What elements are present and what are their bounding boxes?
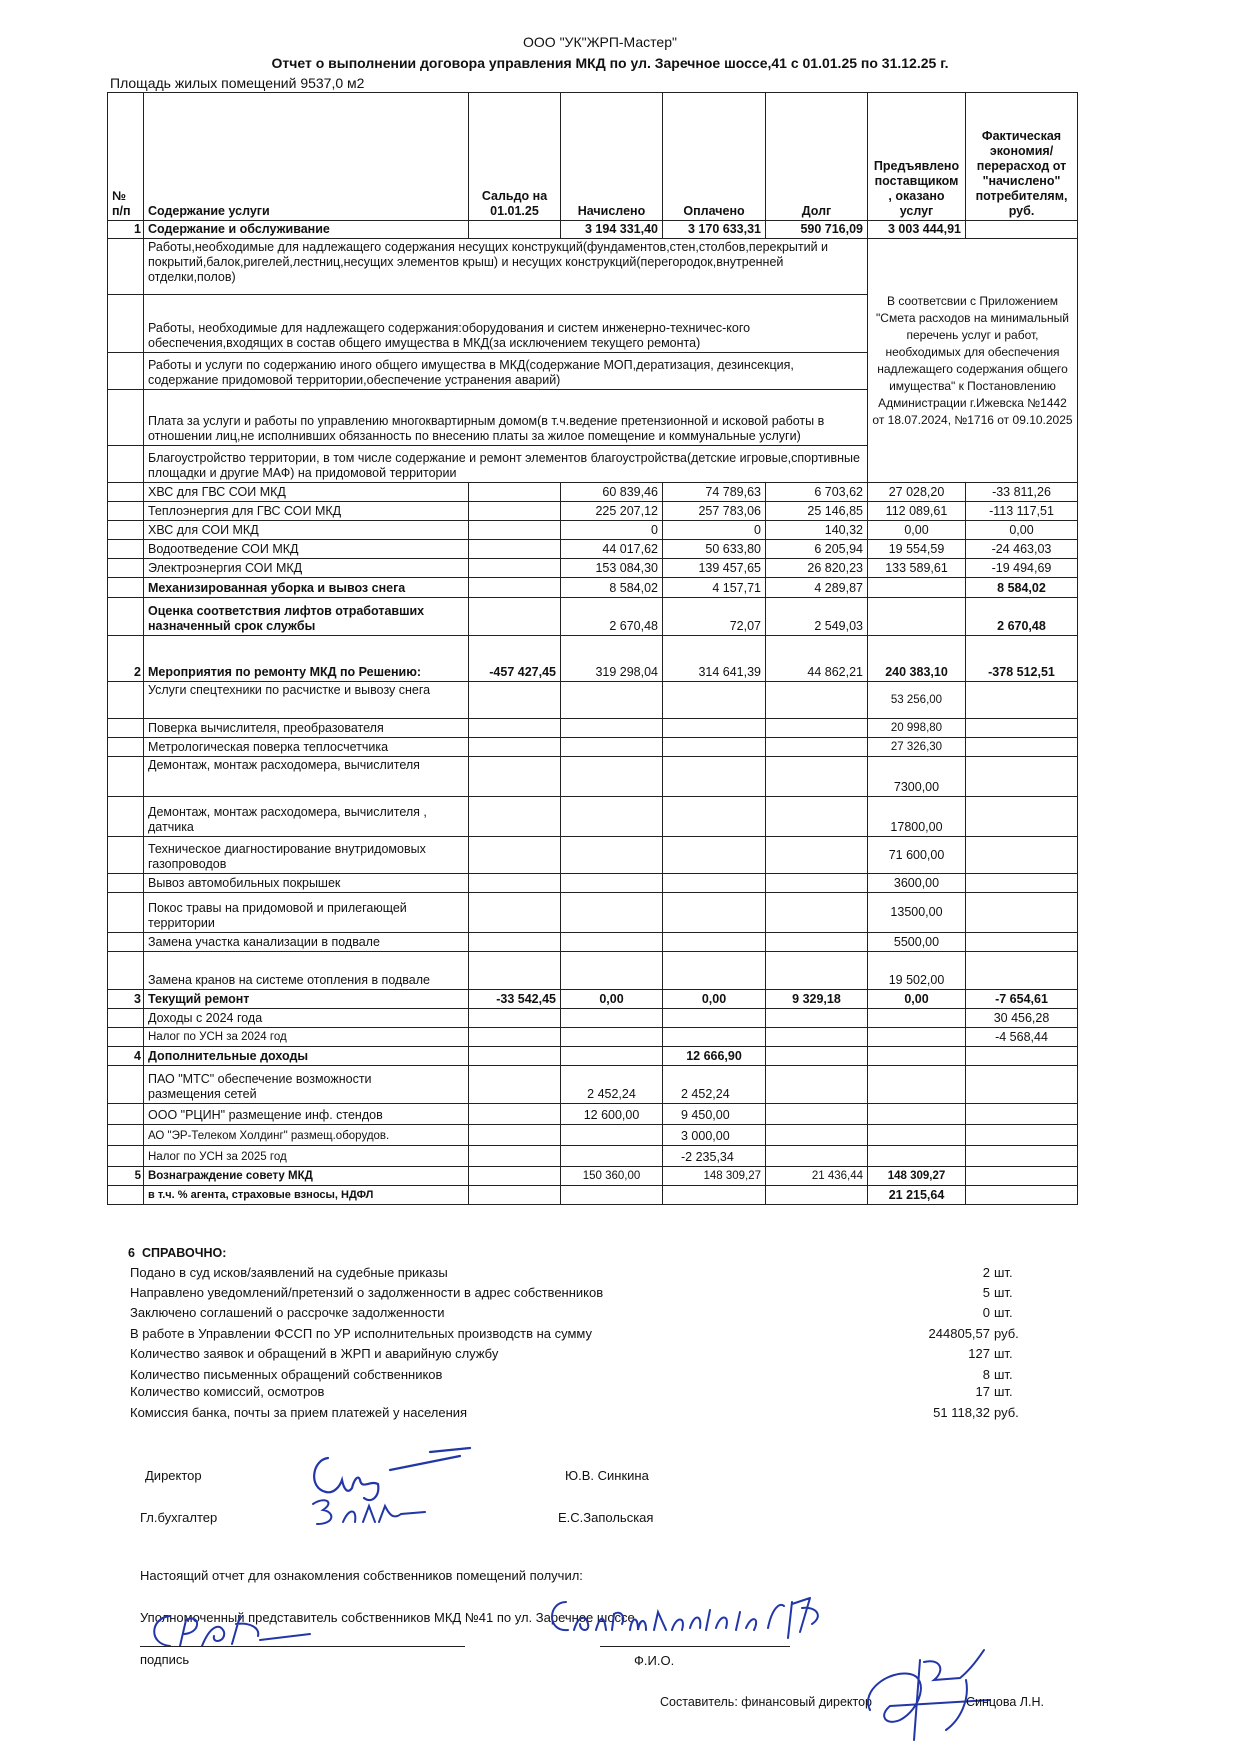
repair-name: Услуги спецтехники по расчистке и вывозу снега	[144, 682, 469, 719]
reference-number: 6	[128, 1246, 135, 1260]
row-name: ООО "РЦИН" размещение инф. стендов	[144, 1104, 469, 1125]
table-row-repair	[108, 757, 1078, 797]
cell-paid: 139 457,65	[663, 559, 766, 578]
reference-label: Количество письменных обращений собственников	[130, 1367, 443, 1382]
cell-presented: 133 589,61	[868, 559, 966, 578]
row-name: Доходы с 2024 года	[144, 1009, 469, 1028]
cell-paid: 12 666,90	[663, 1047, 766, 1066]
reference-value: 127	[968, 1346, 990, 1361]
col-economy: Фактическая экономия/перерасход от "начислено" потребителям, руб.	[966, 93, 1078, 221]
repair-name: Техническое диагностирование внутридомовых газопроводов	[144, 837, 469, 874]
work-description: Работы и услуги по содержанию иного общего имущества в МКД(содержание МОП,дератизация, дезинсекция, содержание придомовой территории,обеспечение устранения аварий)	[144, 353, 868, 390]
table-row-repair	[108, 933, 1078, 952]
table-row-tax-2025	[108, 1146, 1078, 1167]
cell-economy: -7 654,61	[966, 990, 1078, 1009]
cell-charged: 2 670,48	[561, 598, 663, 636]
cell-paid: 72,07	[663, 598, 766, 636]
table-row-section-4	[108, 1047, 1078, 1066]
reference-unit: руб.	[994, 1326, 1019, 1341]
cell-debt: 4 289,87	[766, 578, 868, 598]
table-row-lifts	[108, 598, 1078, 636]
cell-presented: 7300,00	[868, 757, 966, 797]
cell-presented: 148 309,27	[868, 1167, 966, 1186]
cell-presented: 0,00	[868, 990, 966, 1009]
table-row-tax-2024	[108, 1028, 1078, 1047]
row-name	[144, 1066, 469, 1104]
table-row-section-5	[108, 1167, 1078, 1186]
reference-title: СПРАВОЧНО:	[142, 1246, 227, 1260]
cell-paid: 3 000,00	[663, 1125, 766, 1146]
cell-presented: 19 502,00	[868, 952, 966, 990]
table-row-repair	[108, 874, 1078, 893]
table-row-snow	[108, 578, 1078, 598]
table-row-repair	[108, 837, 1078, 874]
cell-presented: 21 215,64	[868, 1186, 966, 1205]
table-row-rcin	[108, 1104, 1078, 1125]
reference-unit: шт.	[994, 1265, 1013, 1280]
reference-value: 17	[975, 1384, 990, 1399]
repair-name: Поверка вычислителя, преобразователя	[144, 719, 469, 738]
reference-label: Количество заявок и обращений в ЖРП и аварийную службу	[130, 1346, 499, 1361]
section-number: 5	[108, 1167, 144, 1186]
lifts-name	[144, 598, 469, 636]
director-label: Директор	[145, 1468, 202, 1483]
cell-economy: -19 494,69	[966, 559, 1078, 578]
table-header	[108, 93, 1078, 221]
table-row-repair	[108, 738, 1078, 757]
reference-unit: руб.	[994, 1405, 1019, 1420]
cell-economy: -378 512,51	[966, 636, 1078, 682]
cell-charged: 12 600,00	[561, 1104, 663, 1125]
cell-charged: 60 839,46	[561, 483, 663, 502]
reference-unit: шт.	[994, 1384, 1013, 1399]
cell-charged: 153 084,30	[561, 559, 663, 578]
col-charged: Начислено	[561, 93, 663, 221]
table-row-utility	[108, 502, 1078, 521]
cell-paid: 0	[663, 521, 766, 540]
director-name: Ю.В. Синкина	[565, 1468, 649, 1483]
col-service: Содержание услуги	[144, 93, 469, 221]
lifts-name-line1: Оценка соответствия лифтов отработавших	[148, 604, 425, 618]
cell-debt: 6 703,62	[766, 483, 868, 502]
cell-paid: 0,00	[663, 990, 766, 1009]
cell-presented: 240 383,10	[868, 636, 966, 682]
reference-unit: шт.	[994, 1346, 1013, 1361]
cell-paid: -2 235,34	[663, 1146, 766, 1167]
cell-debt: 2 549,03	[766, 598, 868, 636]
cell-paid: 74 789,63	[663, 483, 766, 502]
table-row-utility	[108, 540, 1078, 559]
row-name: Налог по УСН за 2024 год	[144, 1028, 469, 1047]
reference-unit: шт.	[994, 1285, 1013, 1300]
cell-charged: 0,00	[561, 990, 663, 1009]
section-name: Вознаграждение совету МКД	[144, 1167, 469, 1186]
cell-economy: -4 568,44	[966, 1028, 1078, 1047]
reference-label: Заключено соглашений о рассрочке задолженности	[130, 1305, 445, 1320]
reference-value: 244805,57	[928, 1326, 990, 1341]
repair-name: Покос травы на придомовой и прилегающей территории	[144, 893, 469, 933]
lifts-name-line2: назначенный срок службы	[148, 619, 316, 633]
cell-charged: 3 194 331,40	[561, 221, 663, 239]
cell-presented: 3600,00	[868, 874, 966, 893]
cell-presented: 19 554,59	[868, 540, 966, 559]
utility-name: Электроэнергия СОИ МКД	[144, 559, 469, 578]
cell-presented: 27 028,20	[868, 483, 966, 502]
accountant-label: Гл.бухгалтер	[140, 1510, 218, 1525]
cell-economy: -113 117,51	[966, 502, 1078, 521]
table-row-section-2	[108, 636, 1078, 682]
compiler-name: Синцова Л.Н.	[966, 1695, 1044, 1709]
representative-text: Уполномоченный представитель собственников МКД №41 по ул. Заречное шоссе	[140, 1610, 635, 1625]
utility-name: Теплоэнергия для ГВС СОИ МКД	[144, 502, 469, 521]
table-row-er-telecom	[108, 1125, 1078, 1146]
table-row-income-2024	[108, 1009, 1078, 1028]
section-number: 2	[108, 636, 144, 682]
cell-charged: 0	[561, 521, 663, 540]
cell-paid: 148 309,27	[663, 1167, 766, 1186]
table-row-repair	[108, 719, 1078, 738]
living-area: Площадь жилых помещений 9537,0 м2	[110, 75, 365, 91]
cell-paid: 3 170 633,31	[663, 221, 766, 239]
work-description: Работы, необходимые для надлежащего содержания:оборудования и систем инженерно-техничес-кого обеспечения,входящих в состав общего имущества в МКД(за исключением текущего ремонта)	[144, 295, 868, 353]
cell-presented: 112 089,61	[868, 502, 966, 521]
signature-caption: подпись	[140, 1652, 190, 1667]
cell-debt: 6 205,94	[766, 540, 868, 559]
cell-paid: 257 783,06	[663, 502, 766, 521]
reference-unit: шт.	[994, 1367, 1013, 1382]
utility-name: Водоотведение СОИ МКД	[144, 540, 469, 559]
cell-debt: 140,32	[766, 521, 868, 540]
col-saldo: Сальдо на 01.01.25	[469, 93, 561, 221]
cell-presented: 53 256,00	[868, 682, 966, 719]
table-row-utility	[108, 521, 1078, 540]
repair-name: Замена участка канализации в подвале	[144, 933, 469, 952]
fio-caption: Ф.И.О.	[634, 1653, 675, 1668]
cell-debt: 21 436,44	[766, 1167, 868, 1186]
cell-paid: 2 452,24	[663, 1066, 766, 1104]
signature-line	[140, 1646, 465, 1647]
company-name: ООО "УК"ЖРП-Мастер"	[523, 34, 677, 50]
reference-value: 2	[982, 1265, 990, 1280]
cell-presented: 0,00	[868, 521, 966, 540]
cell-debt: 25 146,85	[766, 502, 868, 521]
cell-charged: 225 207,12	[561, 502, 663, 521]
table-row-repair	[108, 893, 1078, 933]
section-number: 4	[108, 1047, 144, 1066]
report-table	[107, 92, 1078, 1205]
row-name: в т.ч. % агента, страховые взносы, НДФЛ	[144, 1186, 469, 1205]
utility-name: ХВС для ГВС СОИ МКД	[144, 483, 469, 502]
repair-name: Метрологическая поверка теплосчетчика	[144, 738, 469, 757]
cell-debt: 590 716,09	[766, 221, 868, 239]
cell-economy: 30 456,28	[966, 1009, 1078, 1028]
received-text: Настоящий отчет для ознакомления собственников помещений получил:	[140, 1568, 583, 1583]
cell-economy: -33 811,26	[966, 483, 1078, 502]
cell-presented: 3 003 444,91	[868, 221, 966, 239]
cell-paid: 50 633,80	[663, 540, 766, 559]
cell-paid: 4 157,71	[663, 578, 766, 598]
compiler-label: Составитель: финансовый директор	[660, 1695, 872, 1709]
section-name: Содержание и обслуживание	[144, 221, 469, 239]
cell-presented: 13500,00	[868, 893, 966, 933]
reference-label: Подано в суд исков/заявлений на судебные приказы	[130, 1265, 448, 1280]
repair-name: Замена кранов на системе отопления в подвале	[144, 952, 469, 990]
utility-name: ХВС для СОИ МКД	[144, 521, 469, 540]
representative-name-handwritten	[540, 1588, 880, 1648]
col-paid: Оплачено	[663, 93, 766, 221]
accountant-name: Е.С.Запольская	[558, 1510, 654, 1525]
fio-line	[600, 1646, 790, 1647]
works-note: В соответсвии с Приложением "Смета расходов на минимальный перечень услуг и работ, необходимых для обеспечения надлежащего содержания общего имущества" к Постановлению Администрации г.Ижевска №1442 от 18.07.2024, №1716 от 09.10.2025	[868, 239, 1078, 483]
cell-presented: 71 600,00	[868, 837, 966, 874]
reference-value: 8	[982, 1367, 990, 1382]
row-name: Налог по УСН за 2025 год	[144, 1146, 469, 1167]
reference-value: 51 118,32	[933, 1405, 990, 1420]
reference-value: 5	[982, 1285, 990, 1300]
reference-label: Направлено уведомлений/претензий о задолженности в адрес собственников	[130, 1285, 604, 1300]
reference-label: Количество комиссий, осмотров	[130, 1384, 325, 1399]
reference-value: 0	[982, 1305, 990, 1320]
repair-name: Демонтаж, монтаж расходомера, вычислителя , датчика	[144, 797, 469, 837]
section-name: Текущий ремонт	[144, 990, 469, 1009]
table-row-work	[108, 239, 1078, 295]
mts-name-line1: ПАО "МТС" обеспечение возможности	[148, 1072, 372, 1086]
cell-charged: 44 017,62	[561, 540, 663, 559]
table-row-repair	[108, 952, 1078, 990]
cell-saldo	[469, 221, 561, 239]
cell-saldo: -457 427,45	[469, 636, 561, 682]
representative-signature-image	[140, 1606, 320, 1656]
work-description: Благоустройство территории, в том числе содержание и ремонт элементов благоустройства(детские игровые,спортивные площадки и другие МАФ) на придомовой территории	[144, 446, 868, 483]
table-row-section-1	[108, 221, 1078, 239]
table-row-utility	[108, 483, 1078, 502]
cell-charged: 2 452,24	[561, 1066, 663, 1104]
section-name: Мероприятия по ремонту МКД по Решению:	[144, 636, 469, 682]
col-debt: Долг	[766, 93, 868, 221]
mts-name-line2: размещения сетей	[148, 1087, 257, 1101]
accountant-signature-image	[305, 1492, 435, 1532]
cell-charged: 319 298,04	[561, 636, 663, 682]
cell-saldo: -33 542,45	[469, 990, 561, 1009]
cell-economy: -24 463,03	[966, 540, 1078, 559]
section-number: 1	[108, 221, 144, 239]
cell-presented: 27 326,30	[868, 738, 966, 757]
table-row-repair	[108, 797, 1078, 837]
cell-economy	[966, 221, 1078, 239]
repair-name: Демонтаж, монтаж расходомера, вычислителя	[144, 757, 469, 797]
table-row-mts	[108, 1066, 1078, 1104]
cell-debt: 26 820,23	[766, 559, 868, 578]
table-row-utility	[108, 559, 1078, 578]
cell-debt: 44 862,21	[766, 636, 868, 682]
cell-presented: 20 998,80	[868, 719, 966, 738]
cell-paid: 314 641,39	[663, 636, 766, 682]
section-name: Дополнительные доходы	[144, 1047, 469, 1066]
section-number: 3	[108, 990, 144, 1009]
reference-label: Комиссия банка, почты за прием платежей у населения	[130, 1405, 468, 1420]
cell-paid: 9 450,00	[663, 1104, 766, 1125]
cell-economy: 2 670,48	[966, 598, 1078, 636]
reference-unit: шт.	[994, 1305, 1013, 1320]
work-description: Плата за услуги и работы по управлению многоквартирным домом(в т.ч.ведение претензионной и исковой работы в отношении лиц,не исполнивших обязанность по внесению платы за жилое помещение и коммунальные услуги)	[144, 390, 868, 446]
cell-presented: 5500,00	[868, 933, 966, 952]
report-title: Отчет о выполнении договора управления МКД по ул. Заречное шоссе,41 с 01.01.25 по 31.12.25 г.	[271, 55, 949, 71]
snow-name: Механизированная уборка и вывоз снега	[144, 578, 469, 598]
cell-debt: 9 329,18	[766, 990, 868, 1009]
cell-charged: 150 360,00	[561, 1167, 663, 1186]
table-row-repair	[108, 682, 1078, 719]
col-no: № п/п	[108, 93, 144, 221]
row-name: АО "ЭР-Телеком Холдинг" размещ.оборудов.	[144, 1125, 469, 1146]
repair-name: Вывоз автомобильных покрышек	[144, 874, 469, 893]
cell-charged: 8 584,02	[561, 578, 663, 598]
table-row-section-3	[108, 990, 1078, 1009]
work-description: Работы,необходимые для надлежащего содержания несущих конструкций(фундаментов,стен,столбов,перекрытий и покрытий,балок,ригелей,лестниц,несущих элементов крыш) и несущих конструкций(перегородок,внутренней отделки,полов)	[144, 239, 868, 295]
cell-presented: 17800,00	[868, 797, 966, 837]
cell-economy: 0,00	[966, 521, 1078, 540]
table-row-agent	[108, 1186, 1078, 1205]
cell-economy: 8 584,02	[966, 578, 1078, 598]
col-presented: Предъявлено поставщиком , оказано услуг	[868, 93, 966, 221]
reference-label: В работе в Управлении ФССП по УР исполнительных производств на сумму	[130, 1326, 593, 1341]
